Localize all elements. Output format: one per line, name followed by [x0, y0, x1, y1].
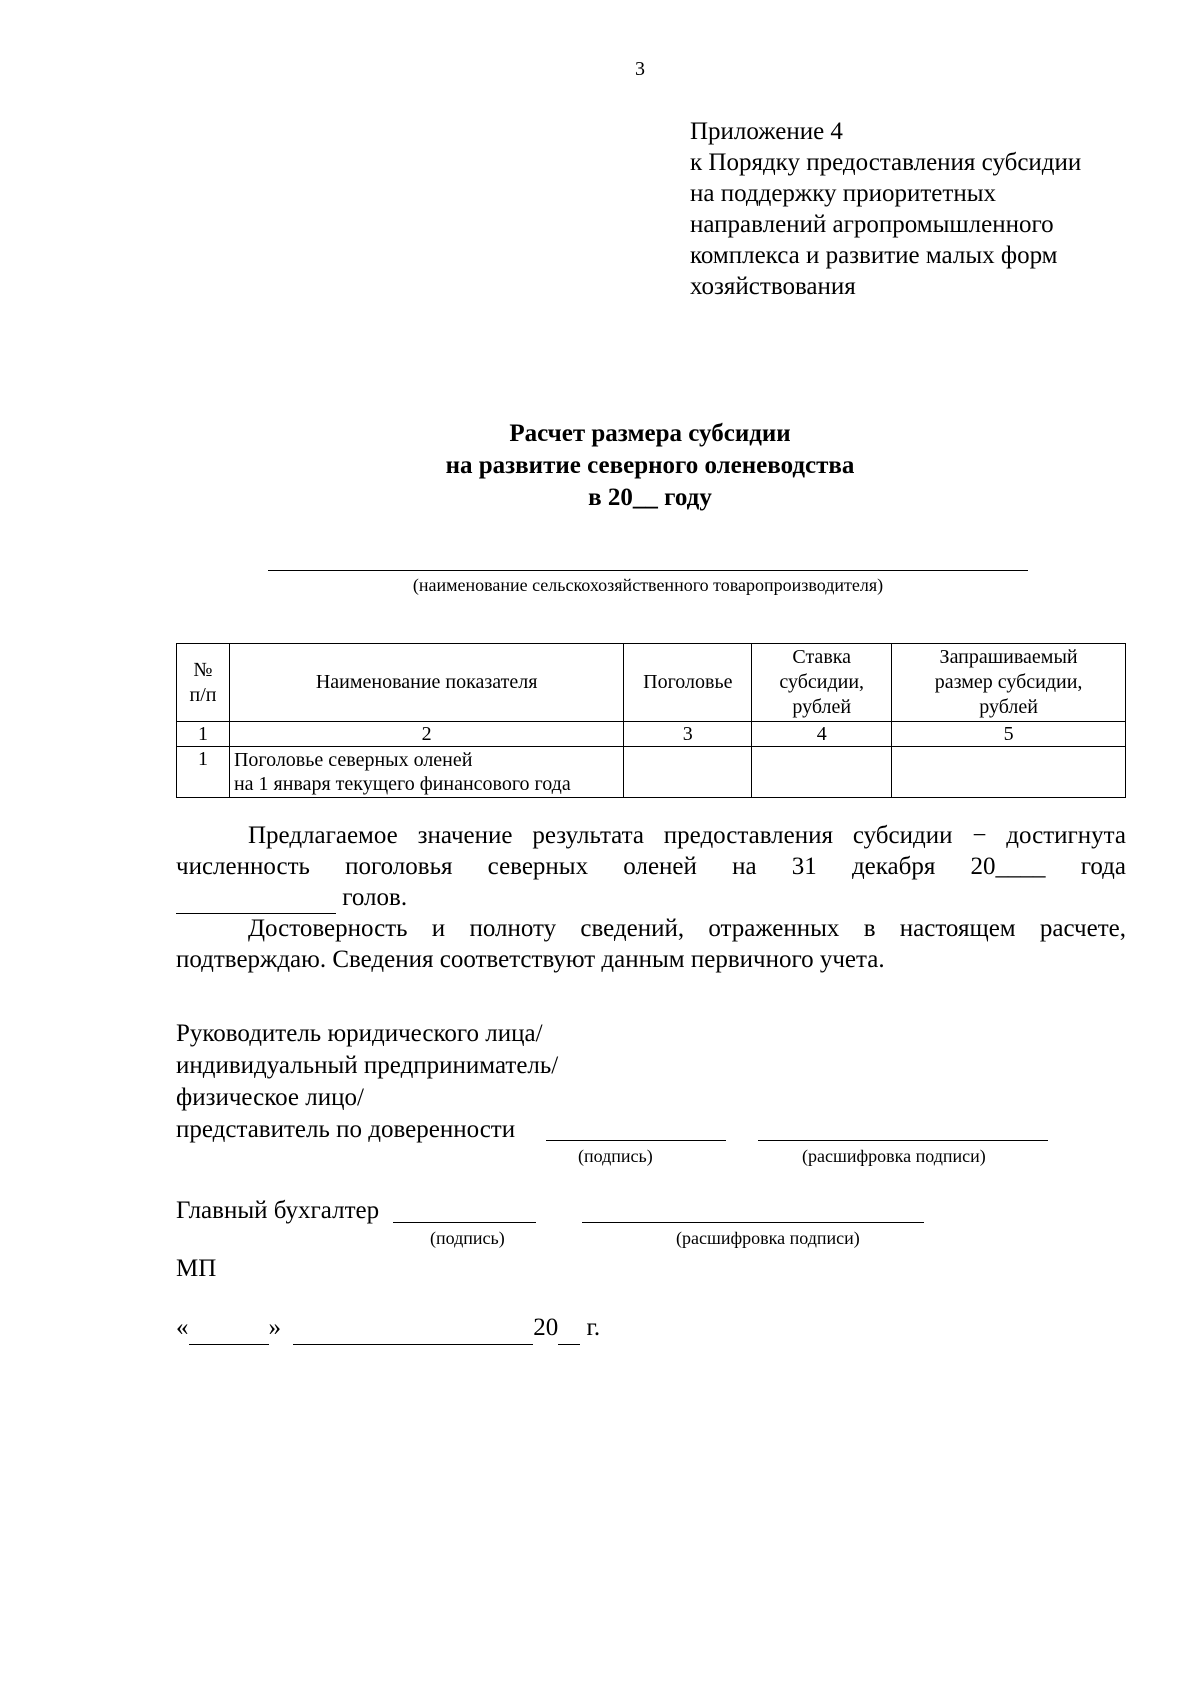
head-decoding-line[interactable] [758, 1140, 1048, 1141]
appendix-line: хозяйствования [690, 273, 856, 300]
column-number: 3 [624, 722, 752, 747]
result-line-1: Предлагаемое значение результата предоставления субсидии − достигнута [248, 822, 1126, 849]
column-number-row [177, 722, 1126, 747]
table-row [177, 747, 1126, 798]
row-headcount-cell[interactable] [624, 747, 752, 798]
column-number: 5 [892, 722, 1126, 747]
appendix-line: на поддержку приоритетных [690, 180, 996, 207]
date-month-blank[interactable] [293, 1312, 533, 1345]
column-number: 2 [229, 722, 623, 747]
certification-paragraph [176, 913, 1126, 975]
result-paragraph [176, 820, 1126, 914]
head-signature-block [176, 1018, 558, 1146]
result-line-3: голов. [176, 882, 1126, 914]
appendix-block [690, 116, 1081, 302]
accountant-label: Главный бухгалтер [176, 1197, 380, 1224]
headcount-blank-line [176, 882, 336, 914]
header-indicator-name: Наименование показателя [229, 644, 623, 722]
head-line: представитель по доверенности [176, 1116, 516, 1143]
accountant-decoding-caption: (расшифровка подписи) [676, 1228, 860, 1248]
column-number: 4 [752, 722, 892, 747]
accountant-signature-line[interactable] [393, 1222, 536, 1223]
row-number: 1 [177, 747, 230, 798]
title-line-3: в 20__ году [588, 484, 712, 511]
head-line: Руководитель юридического лица/ [176, 1020, 543, 1047]
title-line-1: Расчет размера субсидии [509, 420, 791, 447]
date-line: « » 20 г. [176, 1312, 600, 1345]
accountant-decoding-line[interactable] [582, 1222, 924, 1223]
header-number: № п/п [177, 644, 230, 722]
appendix-line: комплекса и развитие малых форм [690, 242, 1058, 269]
table-header-row [177, 644, 1126, 722]
organization-name-caption: (наименование сельскохозяйственного товаропроизводителя) [412, 575, 884, 595]
accountant-signature-caption: (подпись) [430, 1228, 505, 1248]
row-rate-cell[interactable] [752, 747, 892, 798]
certification-line-2: подтверждаю. Сведения соответствуют данным первичного учета. [176, 946, 885, 973]
document-title [0, 418, 1200, 514]
appendix-line: Приложение 4 [690, 118, 843, 145]
title-line-2: на развитие северного оленеводства [445, 452, 855, 479]
appendix-line: к Порядку предоставления субсидии [690, 149, 1082, 176]
head-decoding-caption: (расшифровка подписи) [802, 1146, 986, 1166]
date-year-blank[interactable] [558, 1312, 580, 1345]
row-requested-cell[interactable] [892, 747, 1126, 798]
row-indicator-name: Поголовье северных оленей на 1 января текущего финансового года [229, 747, 623, 798]
header-rate: Ставка субсидии, рублей [752, 644, 892, 722]
appendix-line: направлений агропромышленного [690, 211, 1054, 238]
result-line-2: численность поголовья северных оленей на 31 декабря 20____ года [176, 853, 1126, 880]
column-number: 1 [177, 722, 230, 747]
page-number: 3 [635, 58, 645, 80]
head-line: физическое лицо/ [176, 1084, 364, 1111]
date-day-blank[interactable] [189, 1312, 269, 1345]
certification-line-1: Достоверность и полноту сведений, отраженных в настоящем расчете, [248, 915, 1126, 942]
organization-name-line [268, 570, 1028, 571]
header-headcount: Поголовье [624, 644, 752, 722]
stamp-label: МП [176, 1255, 217, 1282]
header-requested-amount: Запрашиваемый размер субсидии, рублей [892, 644, 1126, 722]
head-signature-line[interactable] [546, 1140, 726, 1141]
head-line: индивидуальный предприниматель/ [176, 1052, 559, 1079]
subsidy-table [176, 643, 1126, 798]
head-signature-caption: (подпись) [578, 1146, 653, 1166]
